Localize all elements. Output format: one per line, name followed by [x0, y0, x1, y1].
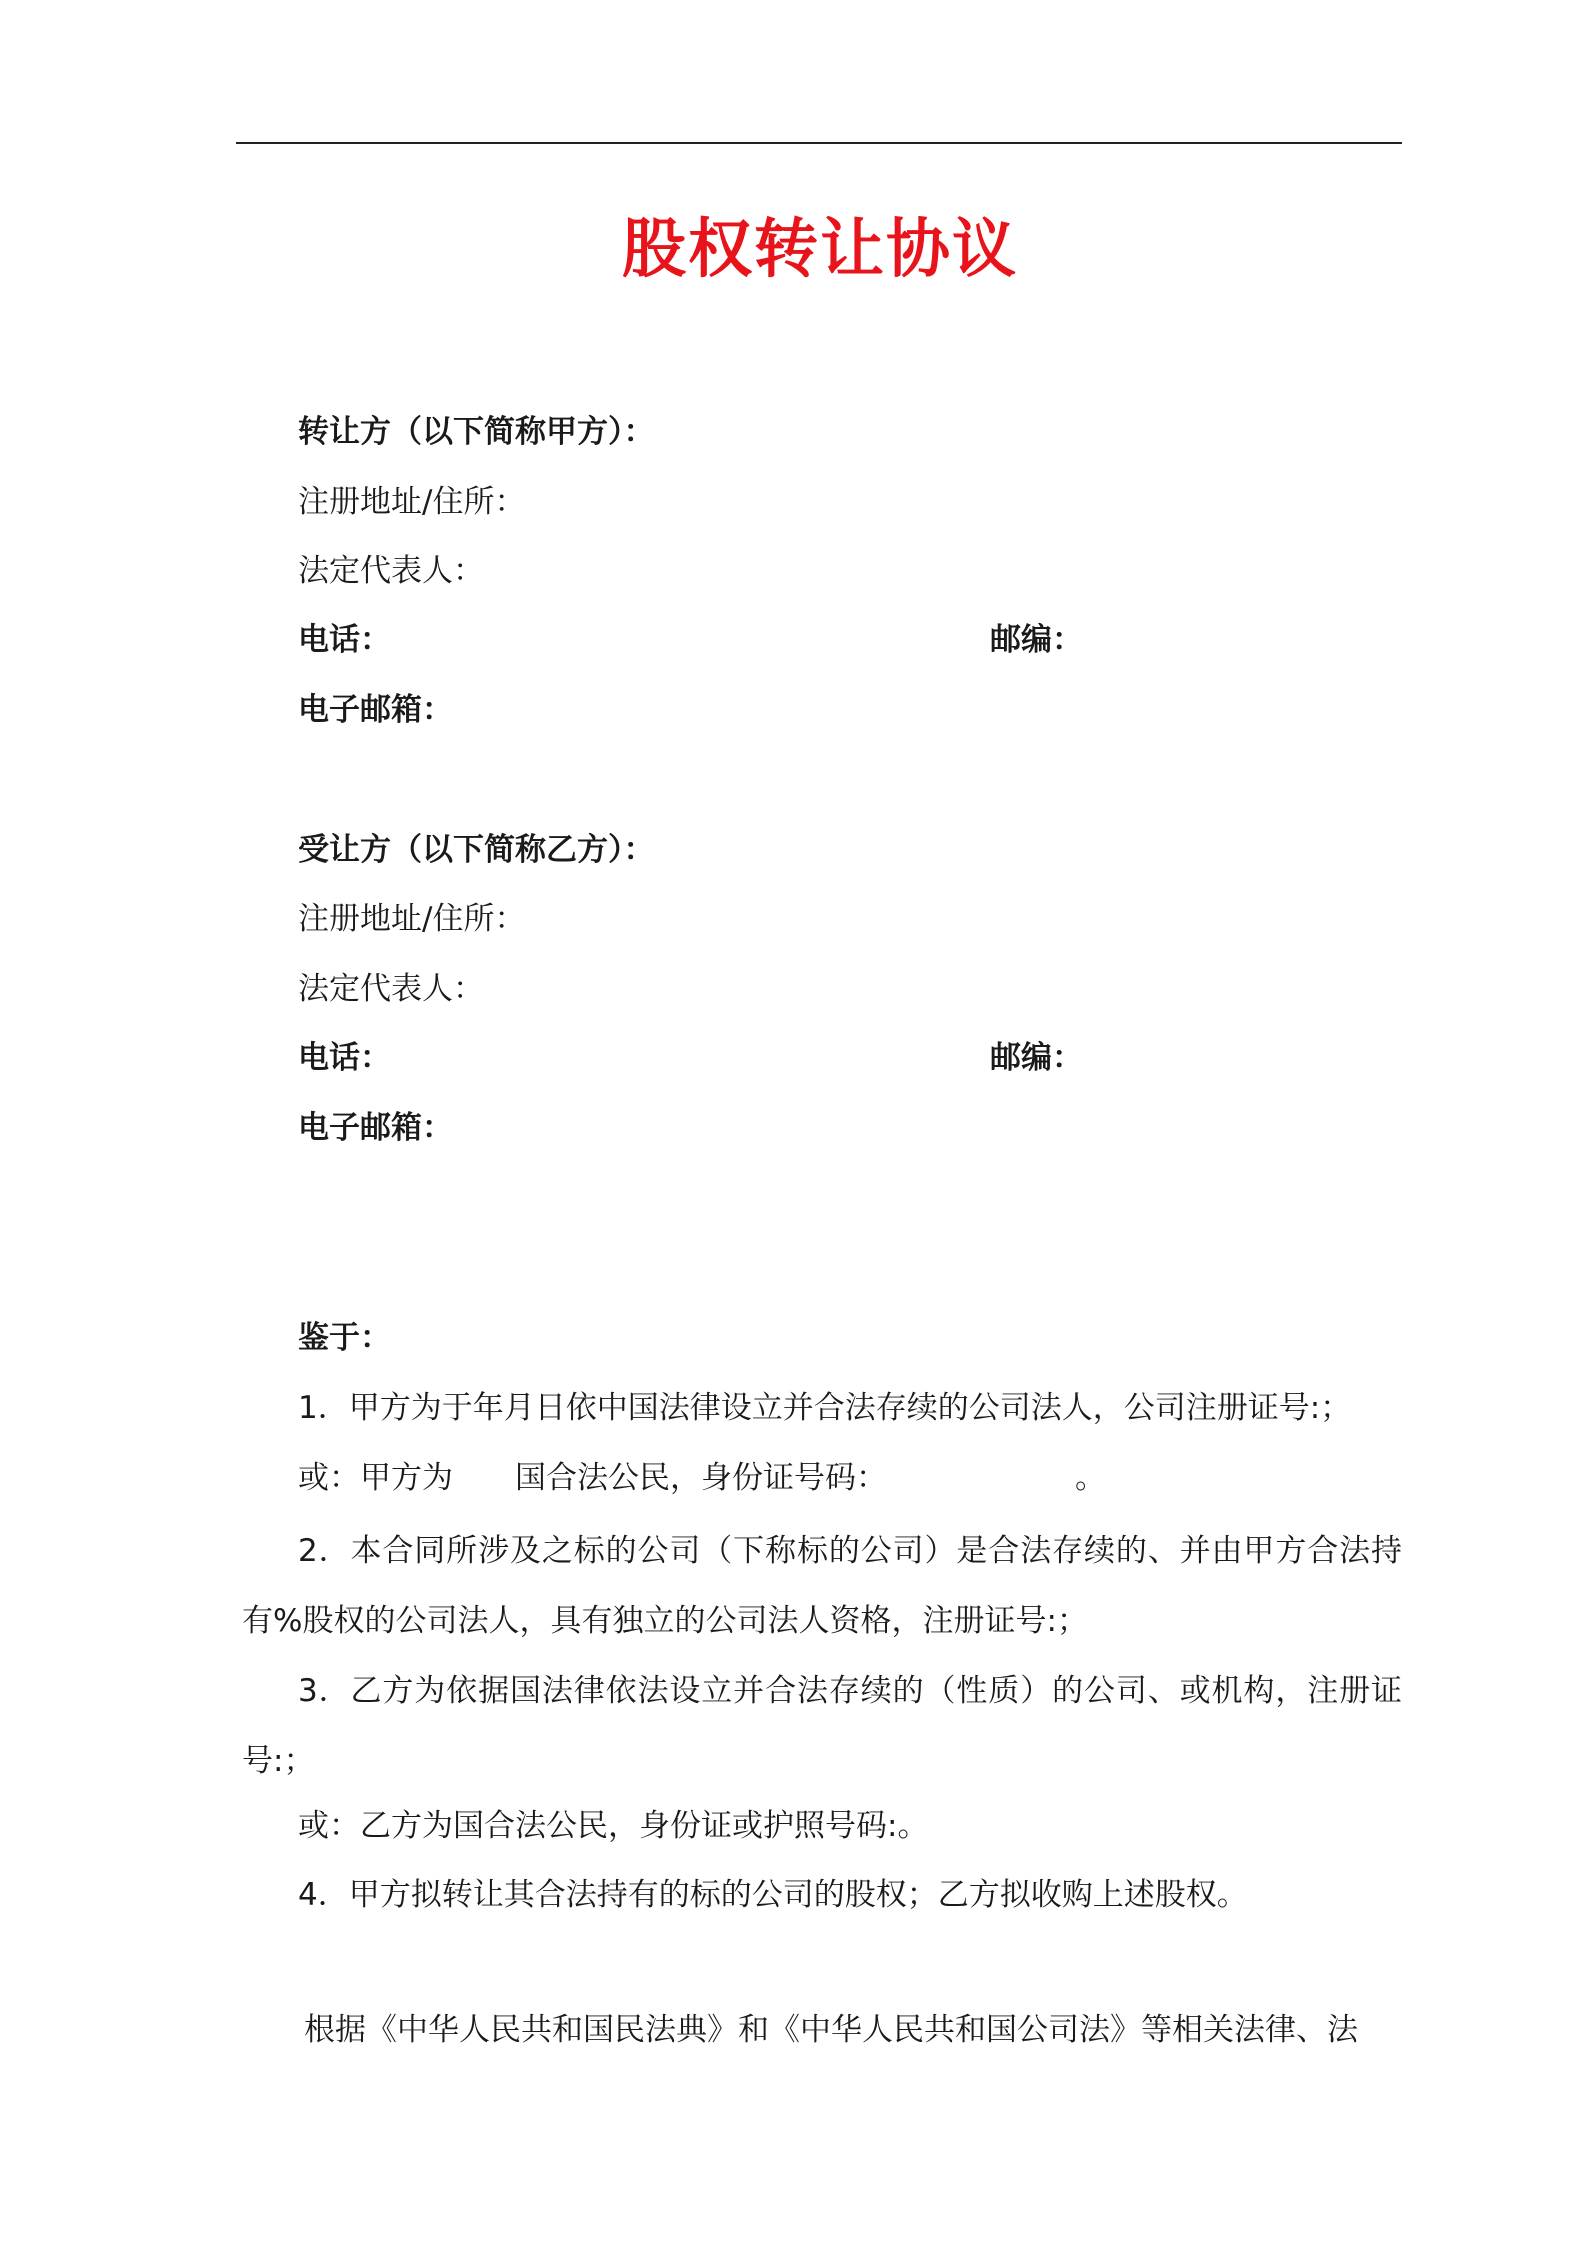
party-a-rep-label: 法定代表人：: [298, 553, 484, 589]
party-b-zip-label: 邮编：: [990, 1040, 1083, 1076]
header-rule: [236, 142, 1402, 144]
party-b-email-label: 电子邮箱：: [298, 1110, 453, 1146]
party-a-heading: 转让方（以下简称甲方）：: [298, 414, 655, 450]
recital-item-2: 2．本合同所涉及之标的公司（下称标的公司）是合法存续的、并由甲方合法持有%股权的公司法人，具有独立的公司法人资格，注册证号:；: [242, 1533, 1402, 1639]
party-a-address-label: 注册地址/住所：: [298, 484, 526, 520]
recital-item-3-alt: 或：乙方为国合法公民，身份证或护照号码:。: [298, 1808, 929, 1844]
party-b-address-label: 注册地址/住所：: [298, 901, 526, 937]
party-a-email-label: 电子邮箱：: [298, 692, 453, 728]
party-a-zip-label: 邮编：: [990, 622, 1083, 658]
party-b-phone-label: 电话：: [298, 1040, 391, 1076]
recital-item-1-alt-a: 或：甲方为: [298, 1460, 453, 1496]
party-b-heading: 受让方（以下简称乙方）：: [298, 832, 655, 868]
closing-paragraph: 根据《中华人民共和国民法典》和《中华人民共和国公司法》等相关法律、法: [304, 2012, 1358, 2048]
party-b-rep-label: 法定代表人：: [298, 971, 484, 1007]
recital-item-1-alt: [298, 1456, 1106, 1500]
recital-item-1: 1．甲方为于年月日依中国法律设立并合法存续的公司法人，公司注册证号:；: [298, 1390, 1352, 1426]
party-a-phone-label: 电话：: [298, 622, 391, 658]
recital-item-1-alt-b: 国合法公民，身份证号码：: [515, 1460, 887, 1496]
page-title: 股权转让协议: [622, 213, 1018, 287]
recital-item-3: 3．乙方为依据国法律依法设立并合法存续的（性质）的公司、或机构，注册证号:；: [242, 1673, 1402, 1779]
recital-item-1-alt-c: 。: [1075, 1460, 1106, 1496]
recital-item-4: 4．甲方拟转让其合法持有的标的公司的股权；乙方拟收购上述股权。: [298, 1877, 1248, 1913]
recitals-heading: 鉴于：: [298, 1320, 391, 1356]
